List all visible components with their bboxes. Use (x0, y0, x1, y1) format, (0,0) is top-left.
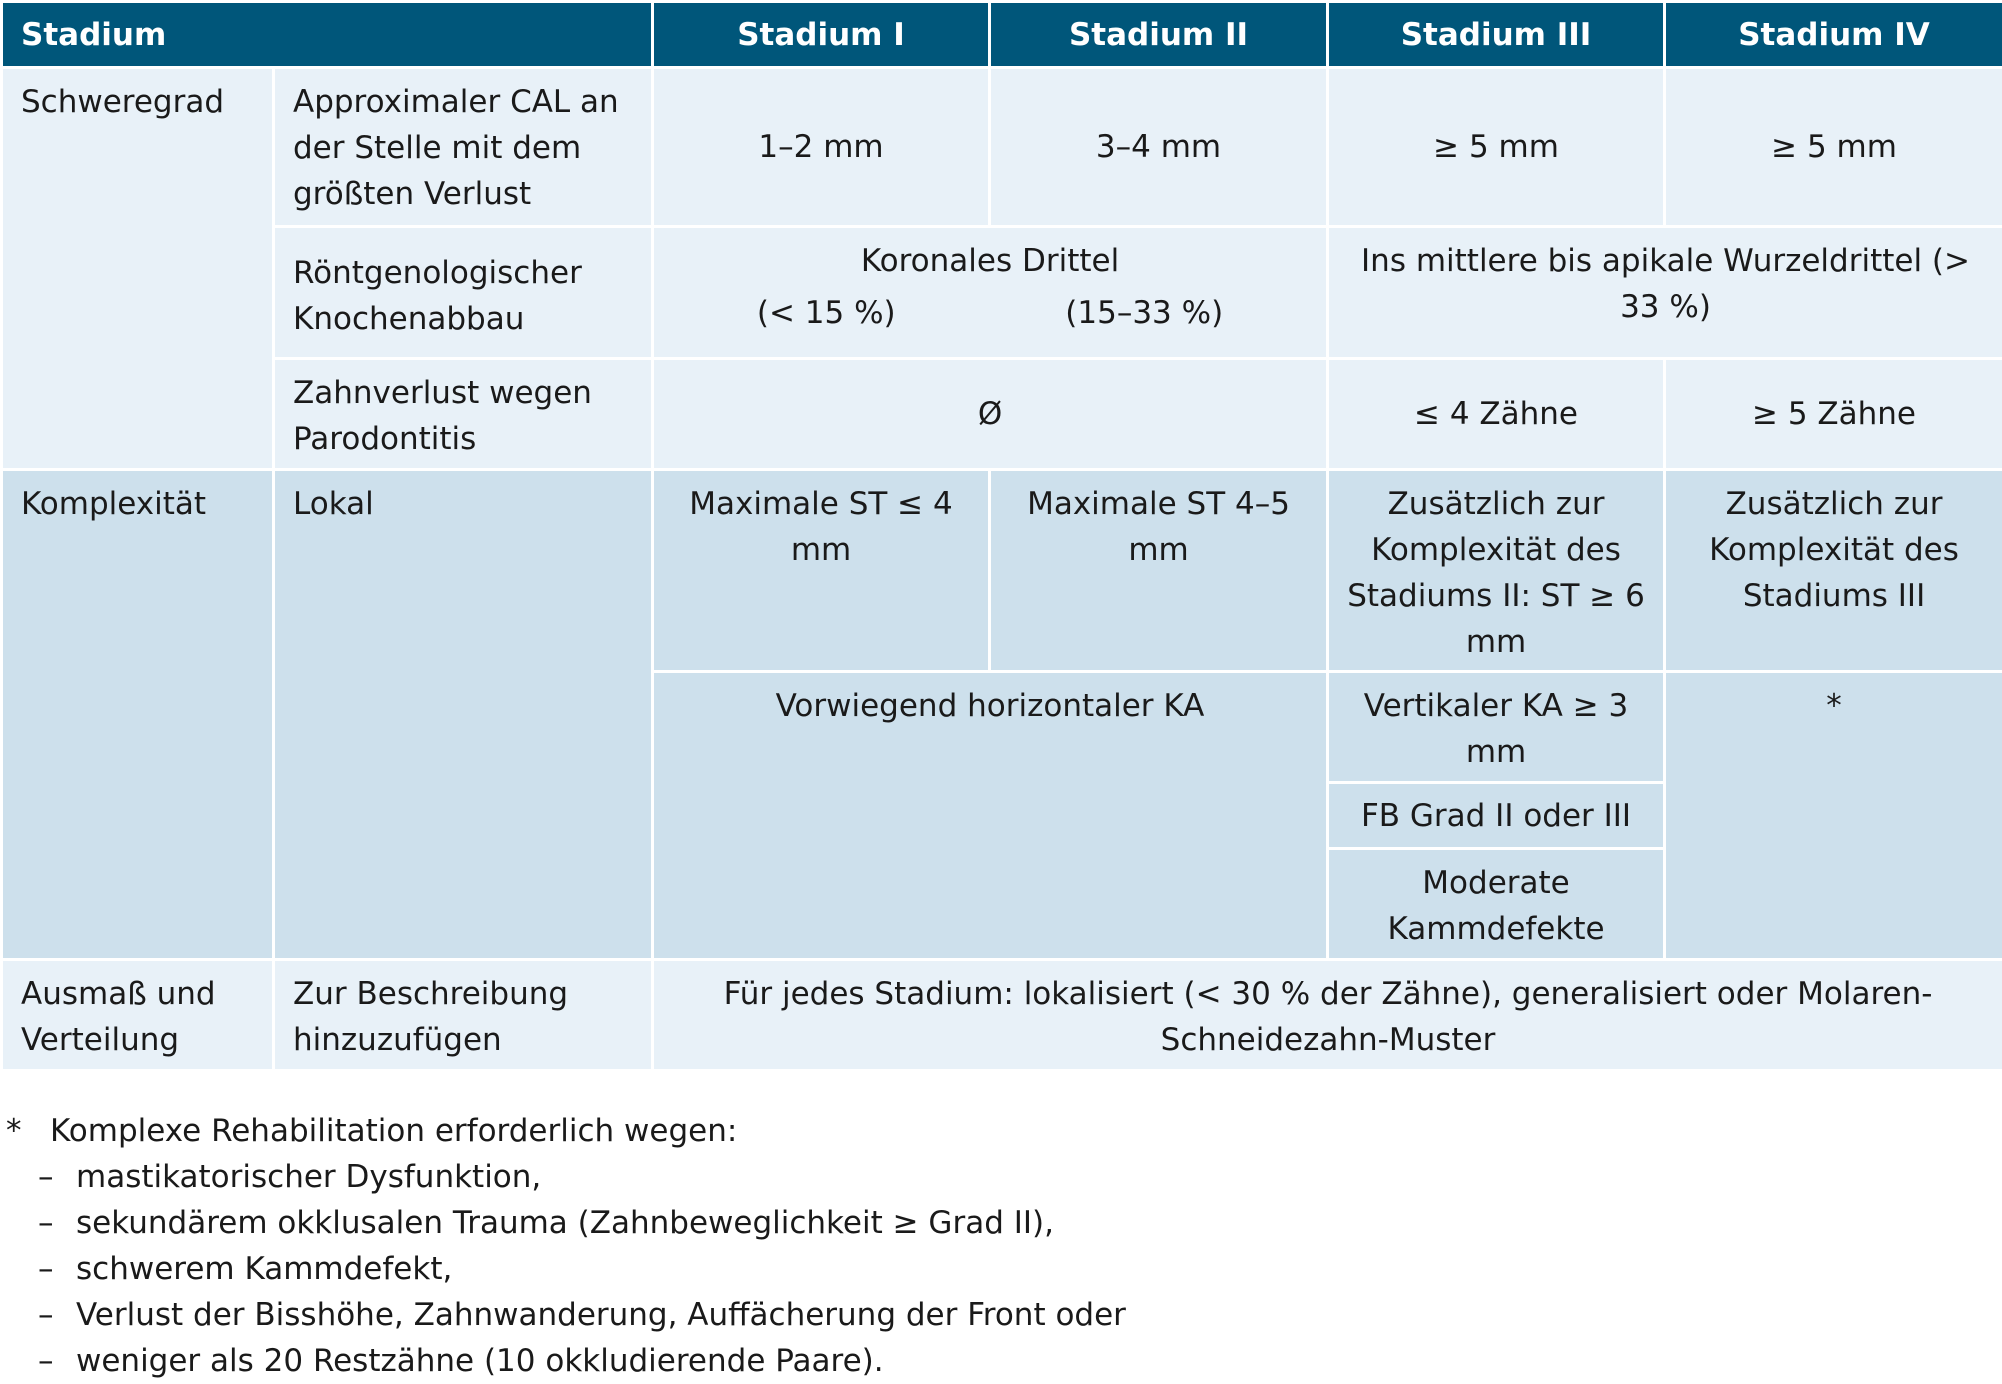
dash: – (0, 1200, 76, 1246)
footnote-item: Verlust der Bisshöhe, Zahnwanderung, Auffächerung der Front oder (76, 1292, 1126, 1338)
bone-coronal: Koronales Drittel (672, 238, 1308, 284)
bone-s34: Ins mittlere bis apikale Wurzeldrittel (> 33 %) (1328, 227, 2002, 359)
loss-s3: ≤ 4 Zähne (1328, 359, 1665, 470)
row-extent (2, 960, 2002, 1071)
bone-s12 (653, 227, 1328, 359)
row-complexity (2, 470, 2002, 672)
complexity-local: Lokal (274, 470, 653, 960)
loss-s12: Ø (653, 359, 1328, 470)
footnote-item: schwerem Kammdefekt, (76, 1246, 452, 1292)
complexity-s4-asterisk: * (1665, 672, 2002, 960)
header-stadium: Stadium (2, 2, 653, 68)
dash: – (0, 1246, 76, 1292)
footnote-intro: Komplexe Rehabilitation erforderlich wegen: (50, 1108, 737, 1154)
cal-s1: 1–2 mm (653, 68, 990, 227)
bone-s1: (< 15 %) (757, 290, 896, 336)
severity-label: Schweregrad (2, 68, 274, 470)
complexity-s4: Zusätzlich zur Komplexität des Stadiums III (1665, 470, 2002, 672)
dash: – (0, 1338, 76, 1384)
row-cal (2, 68, 2002, 227)
footnote (0, 1108, 1126, 1384)
complexity-s3: Zusätzlich zur Komplexität des Stadiums II: ST ≥ 6 mm (1328, 470, 1665, 672)
header-stadium-1: Stadium I (653, 2, 990, 68)
dash: – (0, 1154, 76, 1200)
complexity-s1: Maximale ST ≤ 4 mm (653, 470, 990, 672)
row-bone (2, 227, 2002, 359)
complexity-horizontal: Vorwiegend horizontaler KA (653, 672, 1328, 960)
complexity-fb: FB Grad II oder III (1328, 783, 1665, 849)
bone-label: Röntgenologischer Knochenabbau (274, 227, 653, 359)
header-stadium-3: Stadium III (1328, 2, 1665, 68)
extent-desc: Zur Beschreibung hinzuzufügen (274, 960, 653, 1071)
complexity-s2: Maximale ST 4–5 mm (990, 470, 1328, 672)
header-stadium-4: Stadium IV (1665, 2, 2002, 68)
row-loss (2, 359, 2002, 470)
cal-s2: 3–4 mm (990, 68, 1328, 227)
footnote-item: weniger als 20 Restzähne (10 okkludierende Paare). (76, 1338, 884, 1384)
header-stadium-2: Stadium II (990, 2, 1328, 68)
complexity-vertical: Vertikaler KA ≥ 3 mm (1328, 672, 1665, 783)
complexity-ridge: Moderate Kammdefekte (1328, 849, 1665, 960)
extent-label: Ausmaß und Verteilung (2, 960, 274, 1071)
dash: – (0, 1292, 76, 1338)
bone-s2: (15–33 %) (1065, 290, 1223, 336)
footnote-marker: * (0, 1108, 50, 1154)
footnote-item: mastikatorischer Dysfunktion, (76, 1154, 541, 1200)
loss-label: Zahnverlust wegen Parodontitis (274, 359, 653, 470)
extent-value: Für jedes Stadium: lokalisiert (< 30 % der Zähne), generalisiert oder Molaren-Schneidezahn-Muster (653, 960, 2002, 1071)
cal-label: Approximaler CAL an der Stelle mit dem größten Verlust (274, 68, 653, 227)
loss-s4: ≥ 5 Zähne (1665, 359, 2002, 470)
cal-s3: ≥ 5 mm (1328, 68, 1665, 227)
header-row (2, 2, 2002, 68)
cal-s4: ≥ 5 mm (1665, 68, 2002, 227)
complexity-label: Komplexität (2, 470, 274, 960)
footnote-item: sekundärem okklusalen Trauma (Zahnbeweglichkeit ≥ Grad II), (76, 1200, 1054, 1246)
